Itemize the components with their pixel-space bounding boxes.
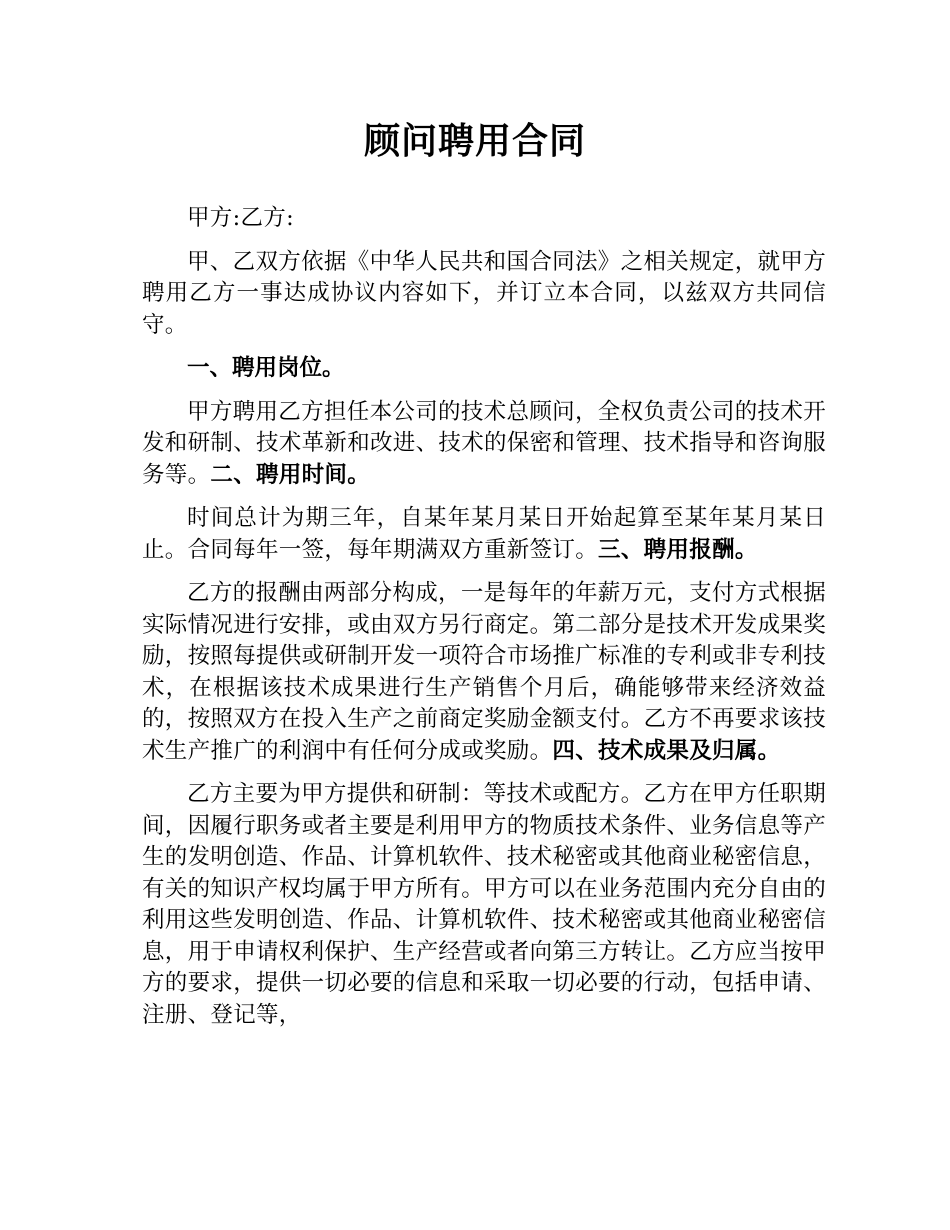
section4-heading: 四、技术成果及归属。 [552,737,781,764]
parties-line: 甲方:乙方: [187,205,294,231]
section4-paragraph [142,779,826,1031]
section3-text: 乙方的报酬由两部分构成，一是每年的年薪万元，支付方式根据实际情况进行安排，或由双方另行商定。第二部分是技术开发成果奖励，按照每提供或研制开发一项符合市场推广标准的专利或非专利技术，在根据该技术成果进行生产销售个月后，确能够带来经济效益的，按照双方在投入生产之前商定奖励金额支付。乙方不再要求该技术生产推广的利润中有任何分成或奖励。 [142,580,827,764]
section4-text: 乙方主要为甲方提供和研制：等技术或配方。乙方在甲方任职期间，因履行职务或者主要是利用甲方的物质技术条件、业务信息等产生的发明创造、作品、计算机软件、技术秘密或其他商业秘密信息，有关的知识产权均属于甲方所有。甲方可以在业务范围内充分自由的利用这些发明创造、作品、计算机软件、技术秘密或其他商业秘密信息，用于申请权利保护、生产经营或者向第三方转让。乙方应当按甲方的要求，提供一切必要的信息和采取一切必要的行动，包括申请、注册、登记等， [142,781,827,1028]
section3-paragraph [142,578,826,767]
section2-text: 时间总计为期三年，自某年某月某日开始起算至某年某月某日止。合同每年一签，每年期满双方重新签订。 [142,505,826,563]
document-body [142,203,826,1043]
section1-heading: 一、聘用岗位。 [187,355,345,381]
section3-heading: 三、聘用报酬。 [598,536,758,563]
section2-heading: 二、聘用时间。 [210,461,371,488]
intro-paragraph: 甲、乙双方依据《中华人民共和国合同法》之相关规定，就甲方聘用乙方一事达成协议内容如下，并订立本合同，以兹双方共同信守。 [142,248,826,338]
document-title: 顾问聘用合同 [363,121,586,162]
section1-text: 甲方聘用乙方担任本公司的技术总顾问，全权负责公司的技术开发和研制、技术革新和改进、技术的保密和管理、技术指导和咨询服务等。 [142,398,827,488]
section2-paragraph [142,503,826,566]
section1-paragraph [142,397,826,492]
